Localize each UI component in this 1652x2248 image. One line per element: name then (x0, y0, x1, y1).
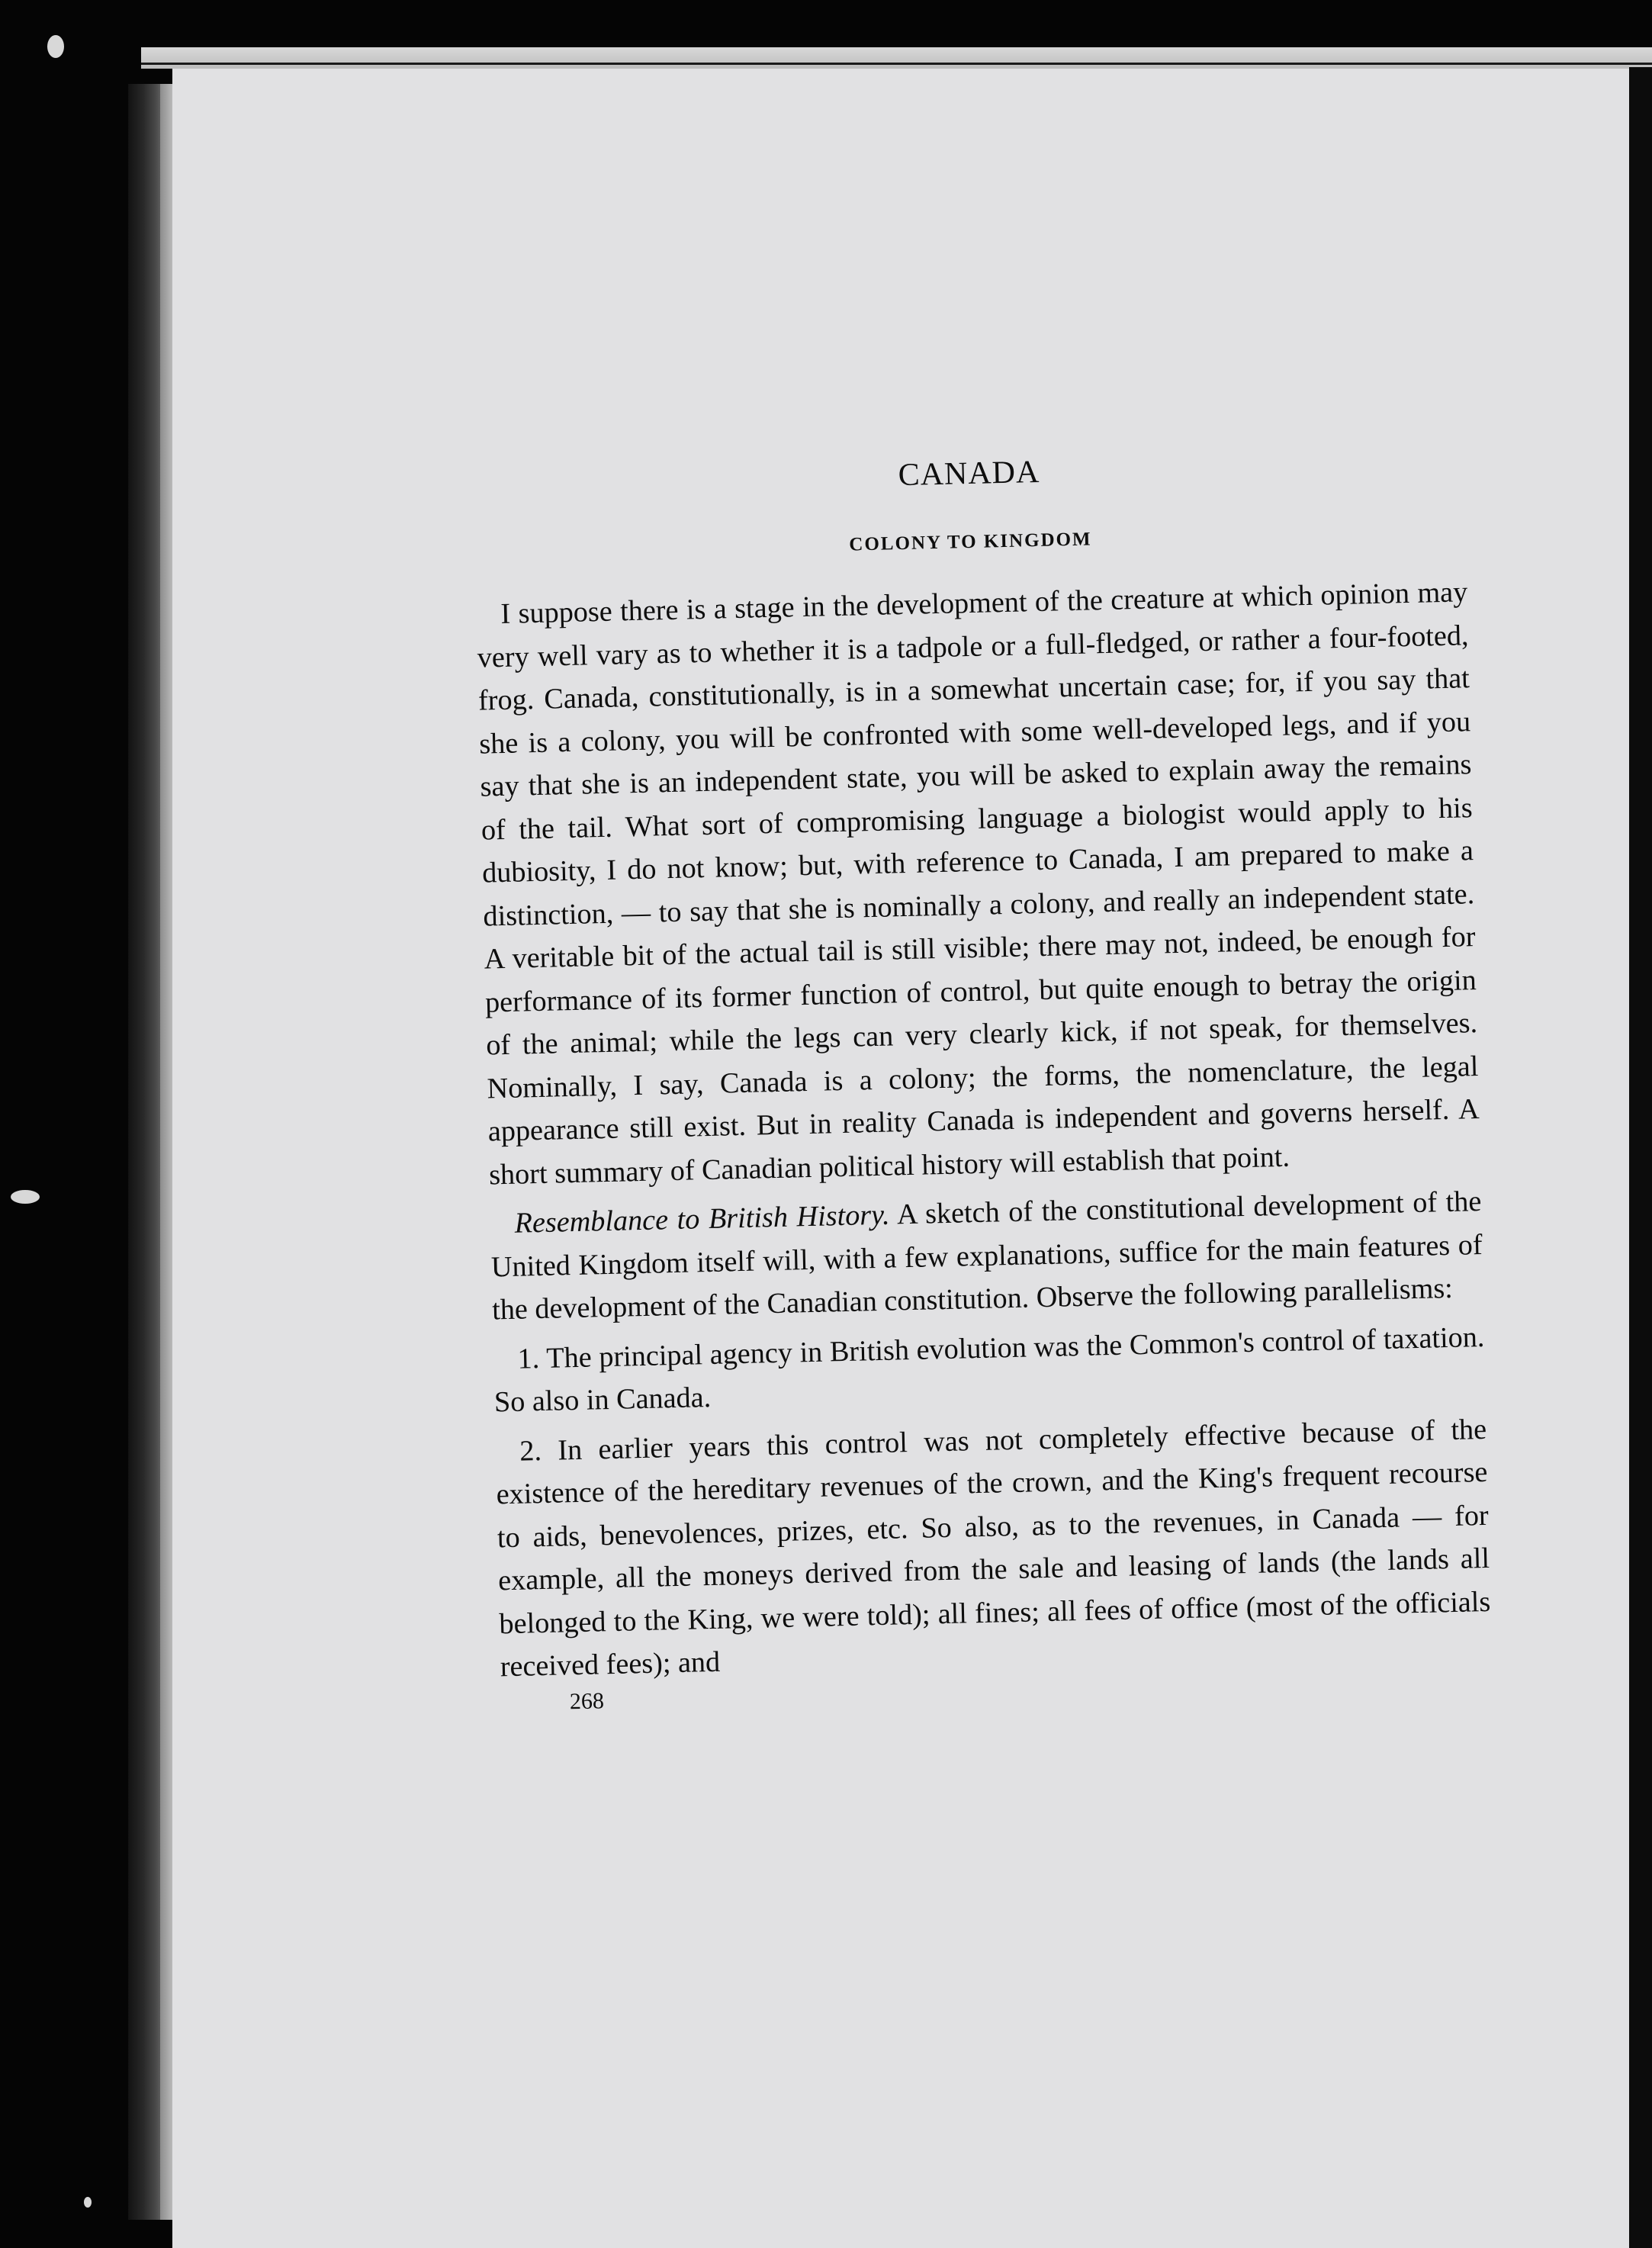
article (473, 446, 1493, 1715)
page-number: 268 (569, 1687, 605, 1714)
paragraph-text: 1. The principal agency in British evolution was the Common's control of taxation. So also in Canada. (493, 1320, 1485, 1419)
paragraph-lead: Resemblance to British History. (514, 1198, 890, 1240)
paragraph-text: I suppose there is a stage in the development of the creature at which opinion may very well vary as to whether it is a tadpole or a full-fledged, or rather a four-footed, frog. Canada, constitutionally, is in a somewhat uncertain case; for, if you say that she is a colony, you will be confronted with some well-developed legs, and if you say that she is an independent state, you will be asked to explain away the remains of the tail. What sort of compromising language a biologist would apply to his dubiosity, I do not know; but, with reference to Canada, I am prepared to make a distinction, — to say that she is nominally a colony, and really an independent state. A veritable bit of the actual tail is still visible; there may not, indeed, be enough for performance of its former function of control, but quite enough to betray the origin of the animal; while the legs can very clearly kick, if not speak, for themselves. Nominally, I say, Canada is a colony; the forms, the nomenclature, the legal appearance still exist. But in reality Canada is independent and governs herself. A short summary of Canadian political history will establish that point. (477, 576, 1480, 1192)
page-title: CANADA (898, 454, 1040, 494)
paragraph-text: 2. In earlier years this control was not completely effective because of the existence of the hereditary revenues of the crown, and the King's frequent recourse to aids, benevolences, prizes, etc. So also, as to the revenues, in Canada — for example, all the moneys derived from the sale and leasing of lands (the lands all belonged to the King, we were told); all fines; all fees of office (most of the officials received fees); and (496, 1413, 1491, 1684)
scan-right-border (1629, 67, 1652, 2248)
page-subtitle: COLONY TO KINGDOM (849, 529, 1092, 555)
paragraph (476, 571, 1481, 1196)
paragraph-text: A sketch of the constitutional development of the United Kingdom itself will, with a few explanations, suffice for the main features of the development of the Canadian constitution. Observe the following parallelisms: (490, 1185, 1483, 1327)
paragraph (493, 1315, 1486, 1423)
scan-speck (11, 1190, 40, 1204)
scan-speck (84, 2197, 92, 2208)
paragraph (495, 1407, 1492, 1688)
paragraph (490, 1180, 1484, 1332)
scanner-frame-top (141, 47, 1652, 69)
scanner-frame-line (141, 63, 1652, 65)
scan-speck (47, 35, 64, 58)
